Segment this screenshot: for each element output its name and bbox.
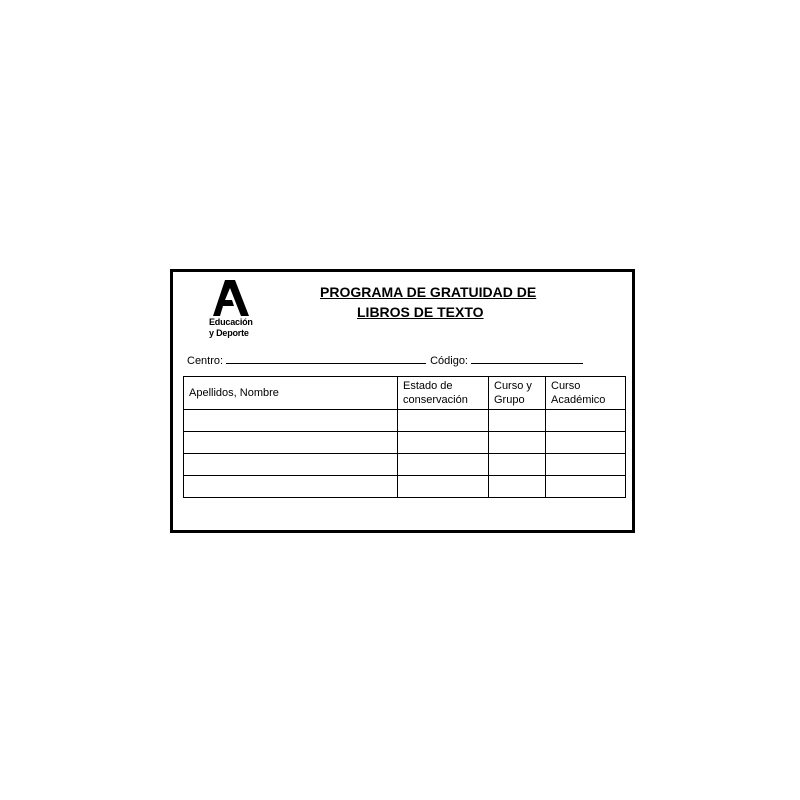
table-cell[interactable] (184, 410, 398, 432)
column-header-condition: Estado de conservación (398, 377, 489, 410)
table-cell[interactable] (184, 476, 398, 498)
table-cell[interactable] (398, 454, 489, 476)
table-row (184, 454, 626, 476)
table-row (184, 476, 626, 498)
codigo-label: Código: (430, 355, 468, 367)
title-line2: LIBROS DE TEXTO (357, 304, 484, 320)
a-logo-icon (213, 280, 253, 316)
center-code-row (187, 353, 583, 367)
table-cell[interactable] (489, 432, 546, 454)
table-cell[interactable] (546, 454, 626, 476)
junta-logo (209, 280, 259, 344)
table-cell[interactable] (184, 432, 398, 454)
books-table (183, 376, 626, 498)
table-header-row (184, 377, 626, 410)
column-header-course-group: Curso y Grupo (489, 377, 546, 410)
table-row (184, 432, 626, 454)
centro-blank-line[interactable] (226, 353, 426, 364)
textbook-label-card (170, 269, 635, 533)
table-cell[interactable] (184, 454, 398, 476)
column-header-name: Apellidos, Nombre (184, 377, 398, 410)
table-cell[interactable] (546, 410, 626, 432)
table-cell[interactable] (489, 454, 546, 476)
table-cell[interactable] (546, 432, 626, 454)
column-header-academic-year: Curso Académico (546, 377, 626, 410)
table-row (184, 410, 626, 432)
table-cell[interactable] (398, 410, 489, 432)
logo-text-line1: Educación (209, 317, 253, 327)
title-line1: PROGRAMA DE GRATUIDAD DE (320, 284, 537, 300)
table-cell[interactable] (398, 476, 489, 498)
table-cell[interactable] (398, 432, 489, 454)
logo-text-line2: y Deporte (209, 328, 249, 338)
table-cell[interactable] (546, 476, 626, 498)
centro-label: Centro: (187, 355, 224, 367)
table-cell[interactable] (489, 410, 546, 432)
table-cell[interactable] (489, 476, 546, 498)
codigo-blank-line[interactable] (471, 353, 583, 364)
